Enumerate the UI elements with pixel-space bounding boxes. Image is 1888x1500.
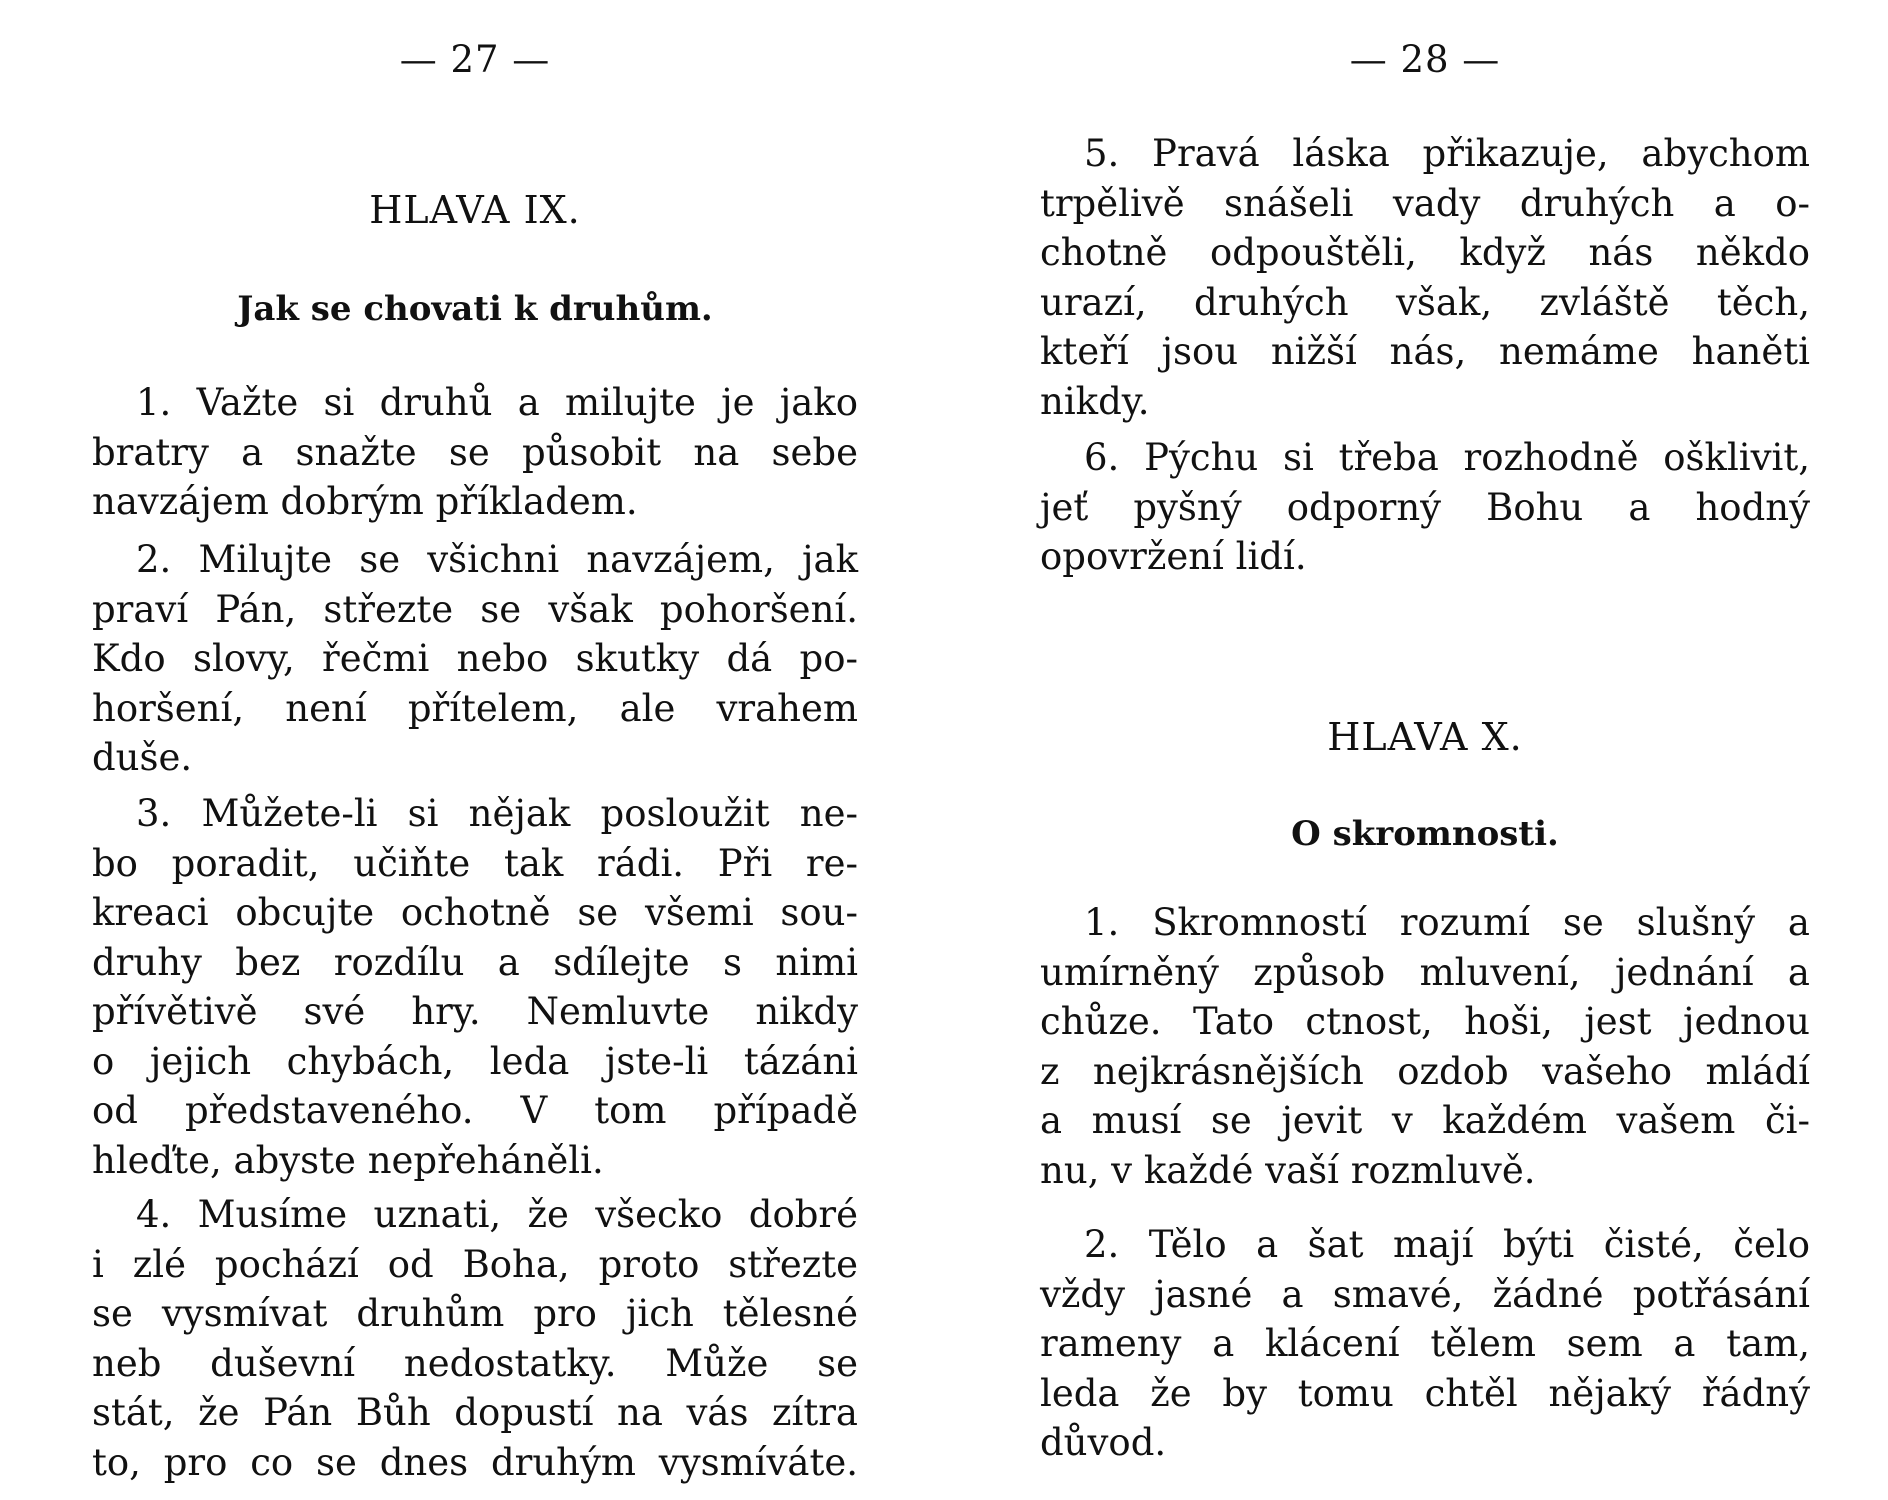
- text-line: 2. Milujte se všichni navzájem, jak: [136, 538, 858, 581]
- text-line: horšení, není přítelem, ale vrahem: [92, 686, 858, 730]
- text-line: rameny a klácení tělem sem a tam,: [1040, 1322, 1810, 1365]
- chapter-heading: HLAVA X.: [1327, 715, 1523, 759]
- chapter-heading: HLAVA IX.: [369, 188, 581, 232]
- text-line: vždy jasné a smavé, žádné potřásání: [1040, 1272, 1810, 1316]
- text-line: umírněný způsob mluvení, jednání a: [1040, 950, 1810, 994]
- text-line: hleďte, abyste nepřeháněli.: [92, 1138, 604, 1182]
- text-line: a musí se jevit v každém vašem či-: [1040, 1099, 1810, 1142]
- paragraph-1: [1040, 898, 1810, 1195]
- text-line: 6. Pýchu si třeba rozhodně ošklivit,: [1084, 436, 1810, 479]
- text-line: urazí, druhých však, zvláště těch,: [1040, 280, 1810, 324]
- text-line: opovržení lidí.: [1040, 535, 1307, 578]
- text-line: kreaci obcujte ochotně se všemi sou-: [92, 891, 858, 934]
- text-line: bo poradit, učiňte tak rádi. Při re-: [92, 841, 858, 885]
- text-line: o jejich chybách, leda jste-li tázáni: [92, 1039, 858, 1083]
- text-line: trpělivě snášeli vady druhých a o-: [1040, 181, 1810, 225]
- right-page: [1040, 0, 1810, 1500]
- text-line: i zlé pochází od Boha, proto střezte: [92, 1242, 858, 1286]
- text-line: to, pro co se dnes druhým vysmíváte.: [92, 1440, 858, 1484]
- text-line: chůze. Tato ctnost, hoši, jest jednou: [1040, 1000, 1810, 1043]
- text-line: nikdy.: [1040, 379, 1150, 423]
- text-line: Kdo slovy, řečmi nebo skutky dá po-: [92, 637, 858, 680]
- paragraph-4: [92, 1190, 858, 1487]
- text-line: leda že by tomu chtěl nějaký řádný: [1040, 1371, 1810, 1415]
- left-page: [92, 0, 858, 1500]
- text-line: druhy bez rozdílu a sdílejte s nimi: [92, 940, 858, 984]
- paragraph-2: [1040, 1220, 1810, 1468]
- text-line: nu, v každé vaší rozmluvě.: [1040, 1148, 1536, 1192]
- text-line: 1. Važte si druhů a milujte je jako: [136, 381, 858, 424]
- text-line: z nejkrásnějších ozdob vašeho mládí: [1040, 1049, 1810, 1093]
- text-line: 2. Tělo a šat mají býti čisté, čelo: [1084, 1223, 1810, 1266]
- text-line: se vysmívat druhům pro jich tělesné: [92, 1292, 858, 1335]
- text-line: chotně odpouštěli, když nás někdo: [1040, 231, 1810, 274]
- chapter-title: O skromnosti.: [1291, 814, 1559, 854]
- text-line: 1. Skromností rozumí se slušný a: [1084, 901, 1810, 944]
- text-line: kteří jsou nižší nás, nemáme haněti: [1040, 330, 1810, 373]
- page-number: — 27 —: [399, 38, 551, 81]
- text-line: praví Pán, střezte se však pohoršení.: [92, 587, 858, 631]
- text-line: přívětivě své hry. Nemluvte nikdy: [92, 990, 858, 1033]
- paragraph-5: [1040, 129, 1810, 426]
- paragraph-6: [1040, 433, 1810, 582]
- paragraph-1: [92, 378, 858, 527]
- text-line: od představeného. V tom případě: [92, 1089, 858, 1132]
- text-line: 3. Můžete-li si nějak posloužit ne-: [136, 792, 858, 835]
- chapter-title: Jak se chovati k druhům.: [237, 289, 713, 329]
- text-line: duše.: [92, 736, 193, 779]
- text-line: důvod.: [1040, 1421, 1167, 1464]
- text-line: navzájem dobrým příkladem.: [92, 480, 638, 523]
- text-line: neb duševní nedostatky. Může se: [92, 1341, 858, 1385]
- paragraph-2: [92, 535, 858, 783]
- text-line: 5. Pravá láska přikazuje, abychom: [1084, 132, 1810, 175]
- page-number: — 28 —: [1349, 38, 1501, 81]
- text-line: stát, že Pán Bůh dopustí na vás zítra: [92, 1391, 858, 1434]
- paragraph-3: [92, 789, 858, 1185]
- text-line: jeť pyšný odporný Bohu a hodný: [1040, 485, 1810, 529]
- text-line: 4. Musíme uznati, že všecko dobré: [136, 1193, 858, 1236]
- text-line: bratry a snažte se působit na sebe: [92, 430, 858, 474]
